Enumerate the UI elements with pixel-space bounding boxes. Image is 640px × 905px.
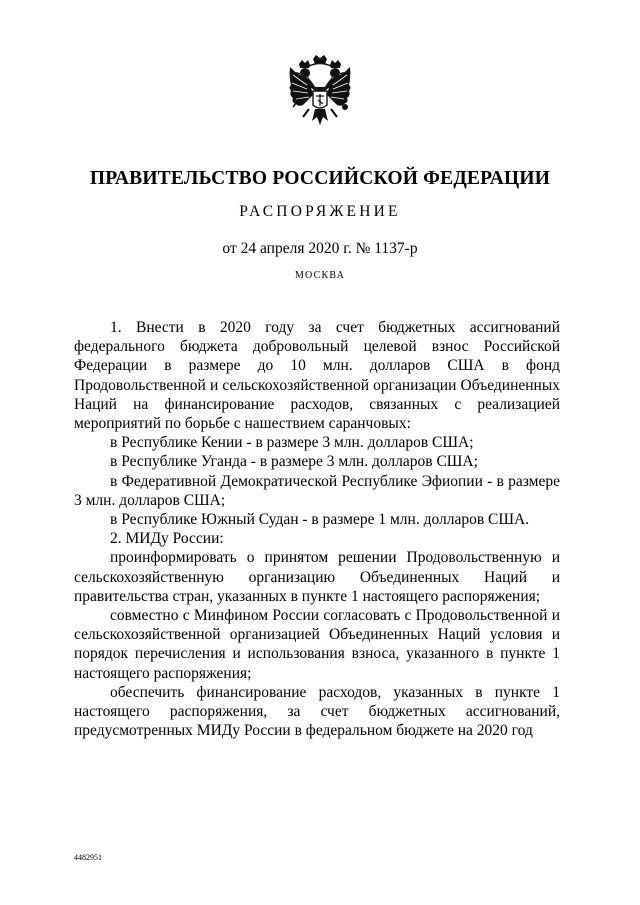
paragraph-agree: совместно с Минфином России согласовать с Продовольственной и сельскохозяйственной организацией Объединенных Наций условия и порядок перечисления и использования взноса, указанного в пункте 1 настоящего распоряжения;	[74, 607, 560, 682]
document-code: 4482951	[74, 853, 102, 862]
document-body	[74, 318, 560, 740]
paragraph-inform: проинформировать о принятом решении Продовольственную и сельскохозяйственную организацию Объединенных Наций и правительства стран, указанных в пункте 1 настоящего распоряжения;	[74, 549, 560, 605]
paragraph-finance: обеспечить финансирование расходов, указанных в пункте 1 настоящего распоряжения, за счет бюджетных ассигнований, предусмотренных МИДу России в федеральном бюджете на 2020 год	[74, 683, 560, 740]
document-date-number: от 24 апреля 2020 г. № 1137-р	[222, 240, 418, 257]
paragraph-kenya: в Республике Кении - в размере 3 млн. долларов США;	[110, 434, 474, 452]
coat-of-arms-icon	[285, 55, 355, 137]
paragraph-2: 2. МИДу России:	[110, 530, 224, 548]
paragraph-uganda: в Республике Уганда - в размере 3 млн. долларов США;	[110, 453, 478, 471]
government-title: ПРАВИТЕЛЬСТВО РОССИЙСКОЙ ФЕДЕРАЦИИ	[89, 168, 551, 189]
document-kind: РАСПОРЯЖЕНИЕ	[239, 203, 401, 220]
paragraph-south-sudan: в Республике Южный Судан - в размере 1 млн. долларов США.	[110, 511, 530, 529]
paragraph-ethiopia: в Федеративной Демократической Республике Эфиопии - в размере 3 млн. долларов США;	[74, 472, 560, 509]
paragraph-1: 1. Внести в 2020 году за счет бюджетных ассигнований федерального бюджета добровольный целевой взнос Российской Федерации в размере до 10 млн. долларов США в фонд Продовольственной и сельскохозяйственной организации Объединенных Наций на финансирование расходов, связанных с реализацией мероприятий по борьбе с нашествием саранчовых:	[74, 319, 560, 433]
document-city: МОСКВА	[294, 270, 346, 281]
